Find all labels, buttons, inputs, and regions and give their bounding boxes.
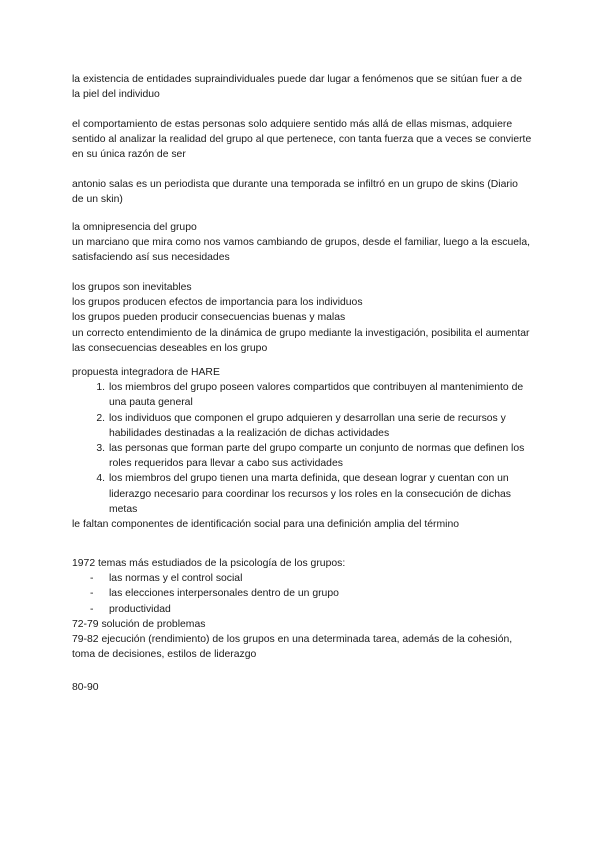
list-item <box>90 571 532 586</box>
list-item-text: los miembros del grupo tienen una marta definida, que desean lograr y cuentan con un liderazgo necesario para coordinar los recursos y los roles en la consecución de dichas metas <box>109 473 511 515</box>
list-item-text: los individuos que componen el grupo adquieren y desarrollan una serie de recursos y habilidades destinadas a la realización de dichas actividades <box>109 412 506 439</box>
text-line: 80-90 <box>72 682 99 693</box>
section-hare <box>72 365 532 532</box>
paragraph-text: 79-82 ejecución (rendimiento) de los grupos en una determinada tarea, además de la cohesión, toma de decisiones, estilos de liderazgo <box>72 634 513 661</box>
paragraph-text: antonio salas es un periodista que durante una temporada se infiltró en un grupo de skins (Diario de un skin) <box>72 179 518 206</box>
paragraph-antonio-salas <box>72 177 532 207</box>
list-number: 3. <box>96 443 105 455</box>
list-item <box>96 471 532 517</box>
paragraph-supraindividual <box>72 72 532 102</box>
section-omnipresence <box>72 220 532 266</box>
list-item <box>96 411 532 441</box>
paragraph-text: la existencia de entidades supraindividuales puede dar lugar a fenómenos que se sitúan fuer a de la piel del individuo <box>72 74 522 101</box>
list-item <box>96 380 532 410</box>
paragraph-text: un marciano que mira como nos vamos cambiando de grupos, desde el familiar, luego a la escuela, satisfaciendo así sus necesidades <box>72 237 531 264</box>
paragraph-text: el comportamiento de estas personas solo adquiere sentido más allá de ellas mismas, adquiere sentido al analizar la realidad del grupo al que pertenece, con tanta fuerza que a veces se convierte en su única razón de ser <box>72 119 532 161</box>
list-number: 1. <box>96 382 105 394</box>
section-history <box>72 556 532 662</box>
section-heading: 1972 temas más estudiados de la psicología de los grupos: <box>72 558 346 569</box>
topics-dash-list <box>72 571 532 617</box>
paragraph-behaviour <box>72 117 532 163</box>
dash-marker: - <box>90 588 94 600</box>
section-groups-inevitable <box>72 280 532 356</box>
text-line: los grupos producen efectos de importancia para los individuos <box>72 297 363 309</box>
list-item-text: productividad <box>109 603 171 615</box>
list-item <box>96 441 532 471</box>
text-line: 72-79 solución de problemas <box>72 618 206 630</box>
list-item <box>90 586 532 601</box>
section-80-90 <box>72 680 532 695</box>
list-item-text: las elecciones interpersonales dentro de un grupo <box>109 588 339 600</box>
list-number: 4. <box>96 473 105 485</box>
hare-numbered-list <box>72 380 532 517</box>
section-heading: la omnipresencia del grupo <box>72 222 197 233</box>
text-line: un correcto entendimiento de la dinámica de grupo mediante la investigación, posibilita el aumentar las consecuencias deseables en los grupo <box>72 327 530 354</box>
dash-marker: - <box>90 603 94 615</box>
list-item <box>90 602 532 617</box>
list-item-text: las personas que forman parte del grupo comparte un conjunto de normas que definen los roles requeridos para llevar a cabo sus actividades <box>109 443 525 470</box>
text-line: los grupos pueden producir consecuencias buenas y malas <box>72 312 346 324</box>
list-item-text: las normas y el control social <box>109 573 243 585</box>
text-line: los grupos son inevitables <box>72 282 192 293</box>
section-heading: propuesta integradora de HARE <box>72 367 220 378</box>
list-number: 2. <box>96 412 105 424</box>
list-item-text: los miembros del grupo poseen valores compartidos que contribuyen al mantenimiento de una pauta general <box>109 382 524 409</box>
hare-note: le faltan componentes de identificación social para una definición amplia del término <box>72 519 459 531</box>
dash-marker: - <box>90 573 94 585</box>
